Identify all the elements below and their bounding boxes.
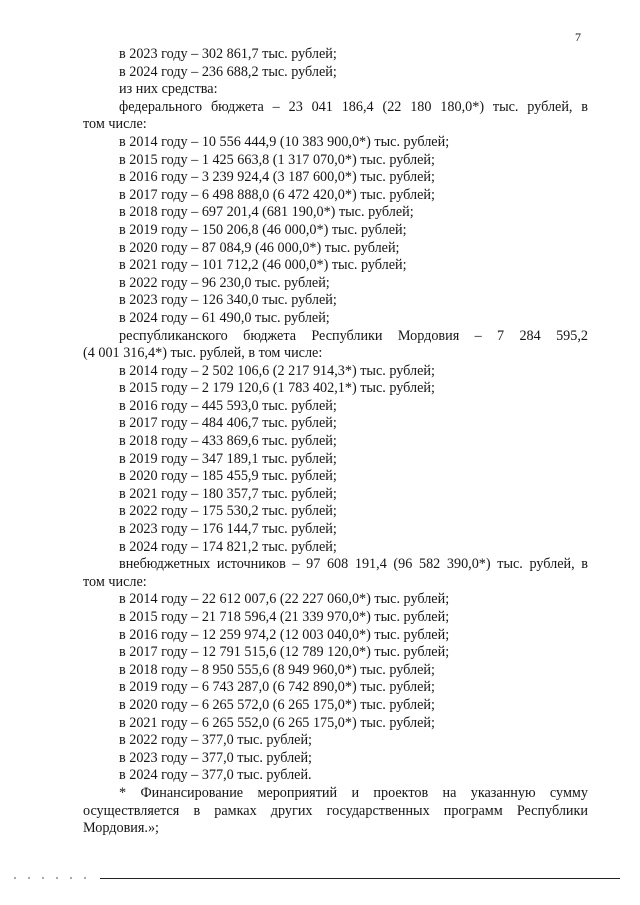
federal-year-line: в 2020 году – 87 084,9 (46 000,0*) тыс. рублей; xyxy=(119,239,400,256)
page-number: 7 xyxy=(575,30,581,44)
federal-year-line: в 2024 году – 61 490,0 тыс. рублей; xyxy=(119,309,330,326)
extrabudget-year-line: в 2014 году – 22 612 007,6 (22 227 060,0*) тыс. рублей; xyxy=(119,591,450,608)
extrabudget-year-line: в 2017 году – 12 791 515,6 (12 789 120,0*) тыс. рублей; xyxy=(119,644,450,661)
republic-budget-heading: республиканского бюджета Республики Мордовия – 7 284 595,2 xyxy=(119,327,588,344)
extrabudget-year-line: в 2019 году – 6 743 287,0 (6 742 890,0*) тыс. рублей; xyxy=(119,679,435,696)
text-line: том числе: xyxy=(83,573,147,590)
extrabudget-heading: внебюджетных источников – 97 608 191,4 (96 582 390,0*) тыс. рублей, в xyxy=(119,556,588,573)
footnote xyxy=(83,785,588,838)
republic-year-line: в 2016 году – 445 593,0 тыс. рублей; xyxy=(119,397,337,414)
republic-year-line: в 2014 году – 2 502 106,6 (2 217 914,3*) тыс. рублей; xyxy=(119,362,435,379)
federal-budget-section xyxy=(83,99,588,328)
extrabudget-year-line: в 2020 году – 6 265 572,0 (6 265 175,0*) тыс. рублей; xyxy=(119,696,435,713)
republic-year-line: в 2017 году – 484 406,7 тыс. рублей; xyxy=(119,415,337,432)
republic-year-line: в 2023 году – 176 144,7 тыс. рублей; xyxy=(119,521,337,538)
extrabudget-year-line: в 2015 году – 21 718 596,4 (21 339 970,0*) тыс. рублей; xyxy=(119,609,450,625)
republic-year-line: в 2018 году – 433 869,6 тыс. рублей; xyxy=(119,433,337,450)
federal-year-line: в 2015 году – 1 425 663,8 (1 317 070,0*) тыс. рублей; xyxy=(119,151,435,168)
extrabudget-section xyxy=(83,556,588,785)
extrabudget-year-line: в 2024 году – 377,0 тыс. рублей. xyxy=(119,767,312,784)
republic-year-line: в 2021 году – 180 357,7 тыс. рублей; xyxy=(119,485,337,502)
text-line: в 2023 году – 302 861,7 тыс. рублей; xyxy=(119,46,337,62)
extrabudget-year-line: в 2016 году – 12 259 974,2 (12 003 040,0*) тыс. рублей; xyxy=(119,626,450,643)
footnote-line: осуществляется в рамках других государственных программ Республики xyxy=(83,802,588,819)
text-line: в 2024 году – 236 688,2 тыс. рублей; xyxy=(119,63,337,80)
republic-year-line: в 2015 году – 2 179 120,6 (1 783 402,1*) тыс. рублей; xyxy=(119,380,435,397)
federal-year-line: в 2018 году – 697 201,4 (681 190,0*) тыс. рублей; xyxy=(119,204,414,221)
republic-year-line: в 2022 году – 175 530,2 тыс. рублей; xyxy=(119,503,337,520)
republic-year-line: в 2024 году – 174 821,2 тыс. рублей; xyxy=(119,538,337,555)
federal-year-line: в 2023 году – 126 340,0 тыс. рублей; xyxy=(119,292,337,309)
scan-margin-marks xyxy=(8,876,88,880)
federal-year-line: в 2016 году – 3 239 924,4 (3 187 600,0*) тыс. рублей; xyxy=(119,169,435,186)
footnote-line: * Финансирование мероприятий и проектов на указанную сумму xyxy=(119,784,588,801)
federal-year-line: в 2014 году – 10 556 444,9 (10 383 900,0*) тыс. рублей; xyxy=(119,133,450,150)
federal-year-line: в 2022 году – 96 230,0 тыс. рублей; xyxy=(119,274,330,291)
federal-year-line: в 2021 году – 101 712,2 (46 000,0*) тыс. рублей; xyxy=(119,257,407,274)
extrabudget-year-line: в 2018 году – 8 950 555,6 (8 949 960,0*) тыс. рублей; xyxy=(119,661,435,678)
text-line: из них средства: xyxy=(119,81,218,98)
text-line: том числе: xyxy=(83,116,147,133)
extrabudget-year-line: в 2022 году – 377,0 тыс. рублей; xyxy=(119,732,312,749)
federal-year-line: в 2019 году – 150 206,8 (46 000,0*) тыс. рублей; xyxy=(119,221,407,238)
text-line: (4 001 316,4*) тыс. рублей, в том числе: xyxy=(83,345,323,362)
bottom-rule xyxy=(100,878,620,879)
federal-year-line: в 2017 году – 6 498 888,0 (6 472 420,0*) тыс. рублей; xyxy=(119,186,435,203)
republic-year-line: в 2019 году – 347 189,1 тыс. рублей; xyxy=(119,450,337,467)
footnote-line: Мордовия.»; xyxy=(83,820,159,837)
extrabudget-year-line: в 2023 году – 377,0 тыс. рублей; xyxy=(119,749,312,766)
republic-year-line: в 2020 году – 185 455,9 тыс. рублей; xyxy=(119,468,337,485)
federal-budget-heading: федерального бюджета – 23 041 186,4 (22 180 180,0*) тыс. рублей, в xyxy=(119,98,588,115)
extrabudget-year-line: в 2021 году – 6 265 552,0 (6 265 175,0*) тыс. рублей; xyxy=(119,714,435,731)
document-body xyxy=(83,46,588,838)
republic-budget-section xyxy=(83,328,588,557)
